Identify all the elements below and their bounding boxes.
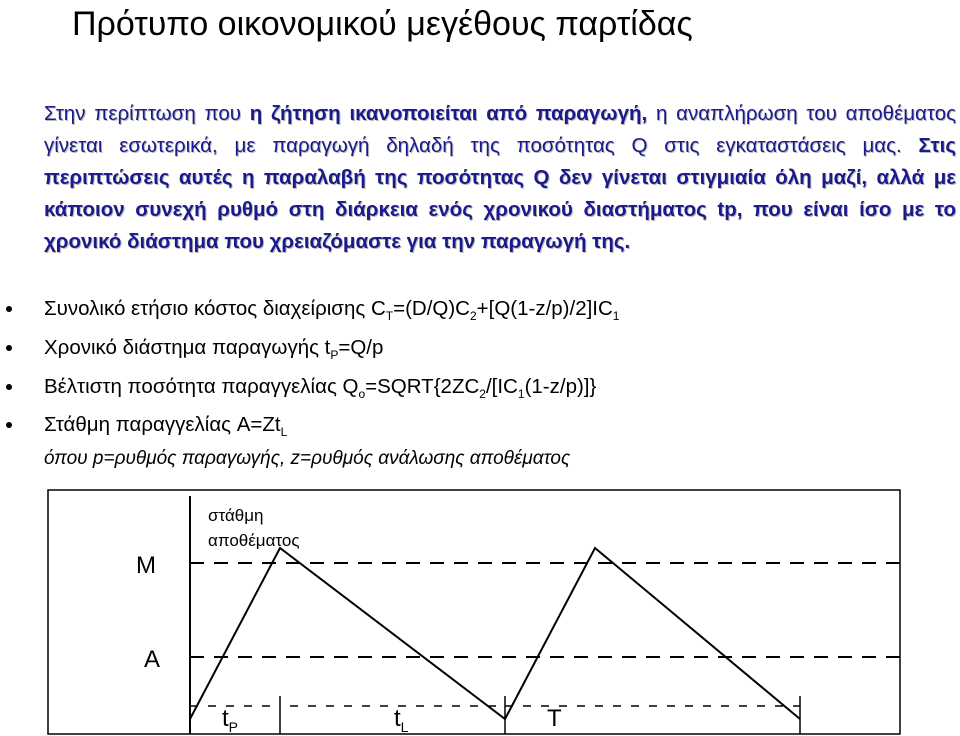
bullet-dot [6,422,12,428]
inventory-curve [190,548,800,719]
diagram-frame [48,490,900,734]
y-axis-label-line2: αποθέματος [208,531,300,550]
page-title: Πρότυπο οικονομικού μεγέθους παρτίδας [72,5,693,43]
intro-bold-1: η ζήτηση ικανοποιείται από παραγωγή, [249,102,648,125]
bullet-dot [6,345,12,351]
definitions-note: όπου p=ρυθμός παραγωγής, z=ρυθμός ανάλωσης αποθέματος [44,448,571,469]
intro-text-1: Στην περίπτωση που [44,102,250,125]
y-axis-label-line1: στάθμη [208,506,264,525]
t-label: T [547,705,562,732]
intro-paragraph [44,98,956,258]
bullet-dot [6,306,12,312]
inventory-diagram [0,476,960,736]
tp-label: $t_P$ [222,705,239,735]
tl-label: $t_L$ [394,705,409,735]
intro-text-2: η αναπλήρωση του αποθέματος γίνεται εσωτερικά, με παραγωγή δηλαδή της ποσότητας Q στις εγκαταστάσεις μας. [44,102,956,157]
intro-bold-2: Στις περιπτώσεις αυτές η παραλαβή της ποσότητας Q δεν γίνεται στιγμιαία όλη μαζί, αλλά με κάποιον συνεχή ρυθμό στη διάρκεια ενός χρονικού διαστήματος tp, που είναι ίσο με το χρονικό διάστημα που χρειαζόμαστε για την παραγωγή της. [44,134,956,253]
level-a-label: A [144,646,161,673]
bullet-dot [6,384,12,390]
level-m-label: M [136,552,156,579]
